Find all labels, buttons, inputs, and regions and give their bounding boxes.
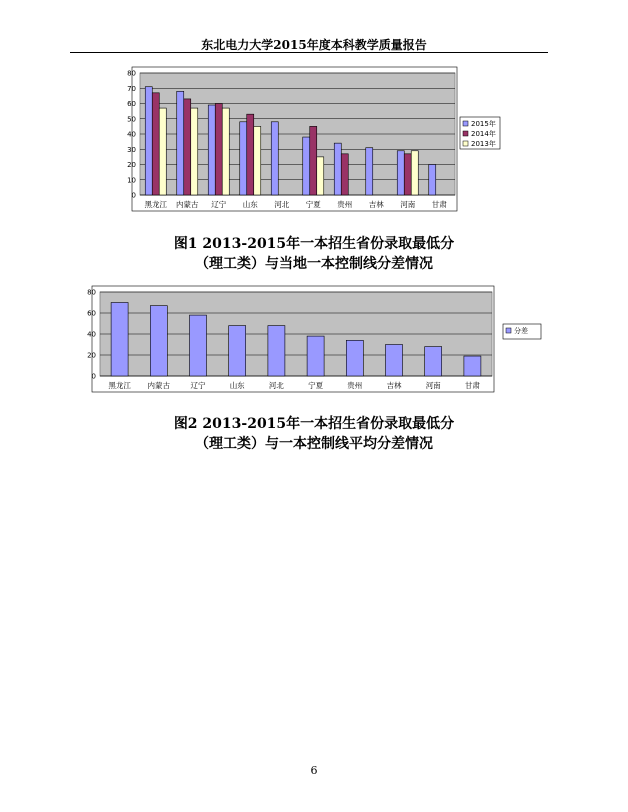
bar (341, 154, 348, 195)
y-tick-label: 20 (127, 161, 136, 169)
bar (215, 104, 222, 196)
legend-label: 分差 (514, 327, 528, 335)
x-tick-label: 黑龙江 (144, 200, 167, 209)
x-tick-label: 宁夏 (305, 200, 321, 209)
y-tick-label: 80 (127, 69, 136, 78)
bar (268, 326, 285, 376)
bar (429, 165, 436, 196)
bar (397, 151, 404, 195)
figure-1-caption-line-1: 图1 2013-2015年一本招生省份录取最低分 (173, 236, 455, 252)
x-tick-label: 吉林 (368, 200, 384, 209)
bar (184, 99, 191, 195)
x-tick-label: 山东 (242, 200, 258, 209)
legend-swatch (463, 141, 468, 146)
legend-label: 2014年 (471, 130, 496, 138)
bar (334, 143, 341, 195)
y-tick-label: 40 (127, 130, 136, 139)
y-tick-label: 70 (127, 84, 136, 93)
figure-2-caption (0, 414, 628, 454)
bar (317, 157, 324, 195)
bar (346, 340, 363, 376)
bar (271, 122, 278, 195)
x-tick-label: 辽宁 (190, 381, 206, 390)
bar (145, 87, 152, 195)
bar (307, 336, 324, 376)
legend-label: 2015年 (471, 120, 496, 128)
bar (229, 326, 246, 376)
bar (240, 122, 247, 195)
bar (177, 91, 184, 195)
bar (404, 154, 411, 195)
x-tick-label: 甘肃 (464, 381, 480, 390)
y-tick-label: 60 (127, 100, 136, 108)
y-tick-label: 50 (127, 115, 136, 124)
x-tick-label: 河南 (400, 200, 416, 209)
x-tick-label: 甘肃 (431, 200, 447, 209)
bar (425, 347, 442, 376)
bar (366, 148, 373, 195)
x-tick-label: 内蒙古 (176, 200, 199, 209)
bar (222, 108, 229, 195)
bar (310, 126, 317, 195)
y-tick-label: 40 (87, 330, 96, 339)
figure-1-caption (0, 234, 628, 274)
y-tick-label: 0 (131, 191, 136, 200)
x-tick-label: 内蒙古 (147, 381, 171, 390)
x-tick-label: 吉林 (386, 381, 402, 390)
x-tick-label: 河北 (268, 381, 284, 390)
bar (111, 303, 128, 377)
bar (303, 137, 310, 195)
x-tick-label: 辽宁 (211, 200, 227, 209)
legend-swatch (463, 131, 468, 136)
y-tick-label: 80 (87, 288, 96, 297)
bar (386, 345, 403, 377)
page-header: 东北电力大学2015年度本科教学质量报告 (201, 38, 427, 52)
x-tick-label: 宁夏 (308, 381, 324, 390)
figure-2-caption-line-2: （理工类）与一本控制线平均分差情况 (195, 436, 433, 452)
y-tick-label: 20 (87, 351, 96, 360)
bar (159, 108, 166, 195)
legend-label: 2013年 (471, 140, 496, 148)
bar (247, 114, 254, 195)
x-tick-label: 黑龙江 (108, 381, 131, 390)
chart-2-group (87, 286, 541, 392)
x-tick-label: 河南 (425, 381, 441, 390)
bar (464, 356, 481, 376)
bar (191, 108, 198, 195)
x-tick-label: 河北 (274, 200, 290, 209)
bar (254, 126, 261, 195)
x-tick-label: 贵州 (337, 200, 353, 209)
y-tick-label: 0 (91, 372, 96, 381)
chart-1-group (127, 67, 500, 211)
page-number: 6 (310, 764, 318, 777)
bar (411, 151, 418, 195)
x-tick-label: 山东 (229, 381, 245, 390)
figure-2-caption-line-1: 图2 2013-2015年一本招生省份录取最低分 (173, 416, 455, 432)
bar (150, 306, 167, 376)
legend-swatch (463, 121, 468, 126)
bar (152, 93, 159, 195)
y-tick-label: 60 (87, 309, 96, 318)
x-tick-label: 贵州 (347, 381, 363, 390)
y-tick-label: 10 (127, 176, 136, 185)
bar (208, 105, 215, 195)
bar (190, 315, 207, 376)
figure-1-caption-line-2: （理工类）与当地一本控制线分差情况 (195, 256, 433, 272)
y-tick-label: 30 (127, 145, 136, 154)
legend-swatch (506, 328, 511, 333)
